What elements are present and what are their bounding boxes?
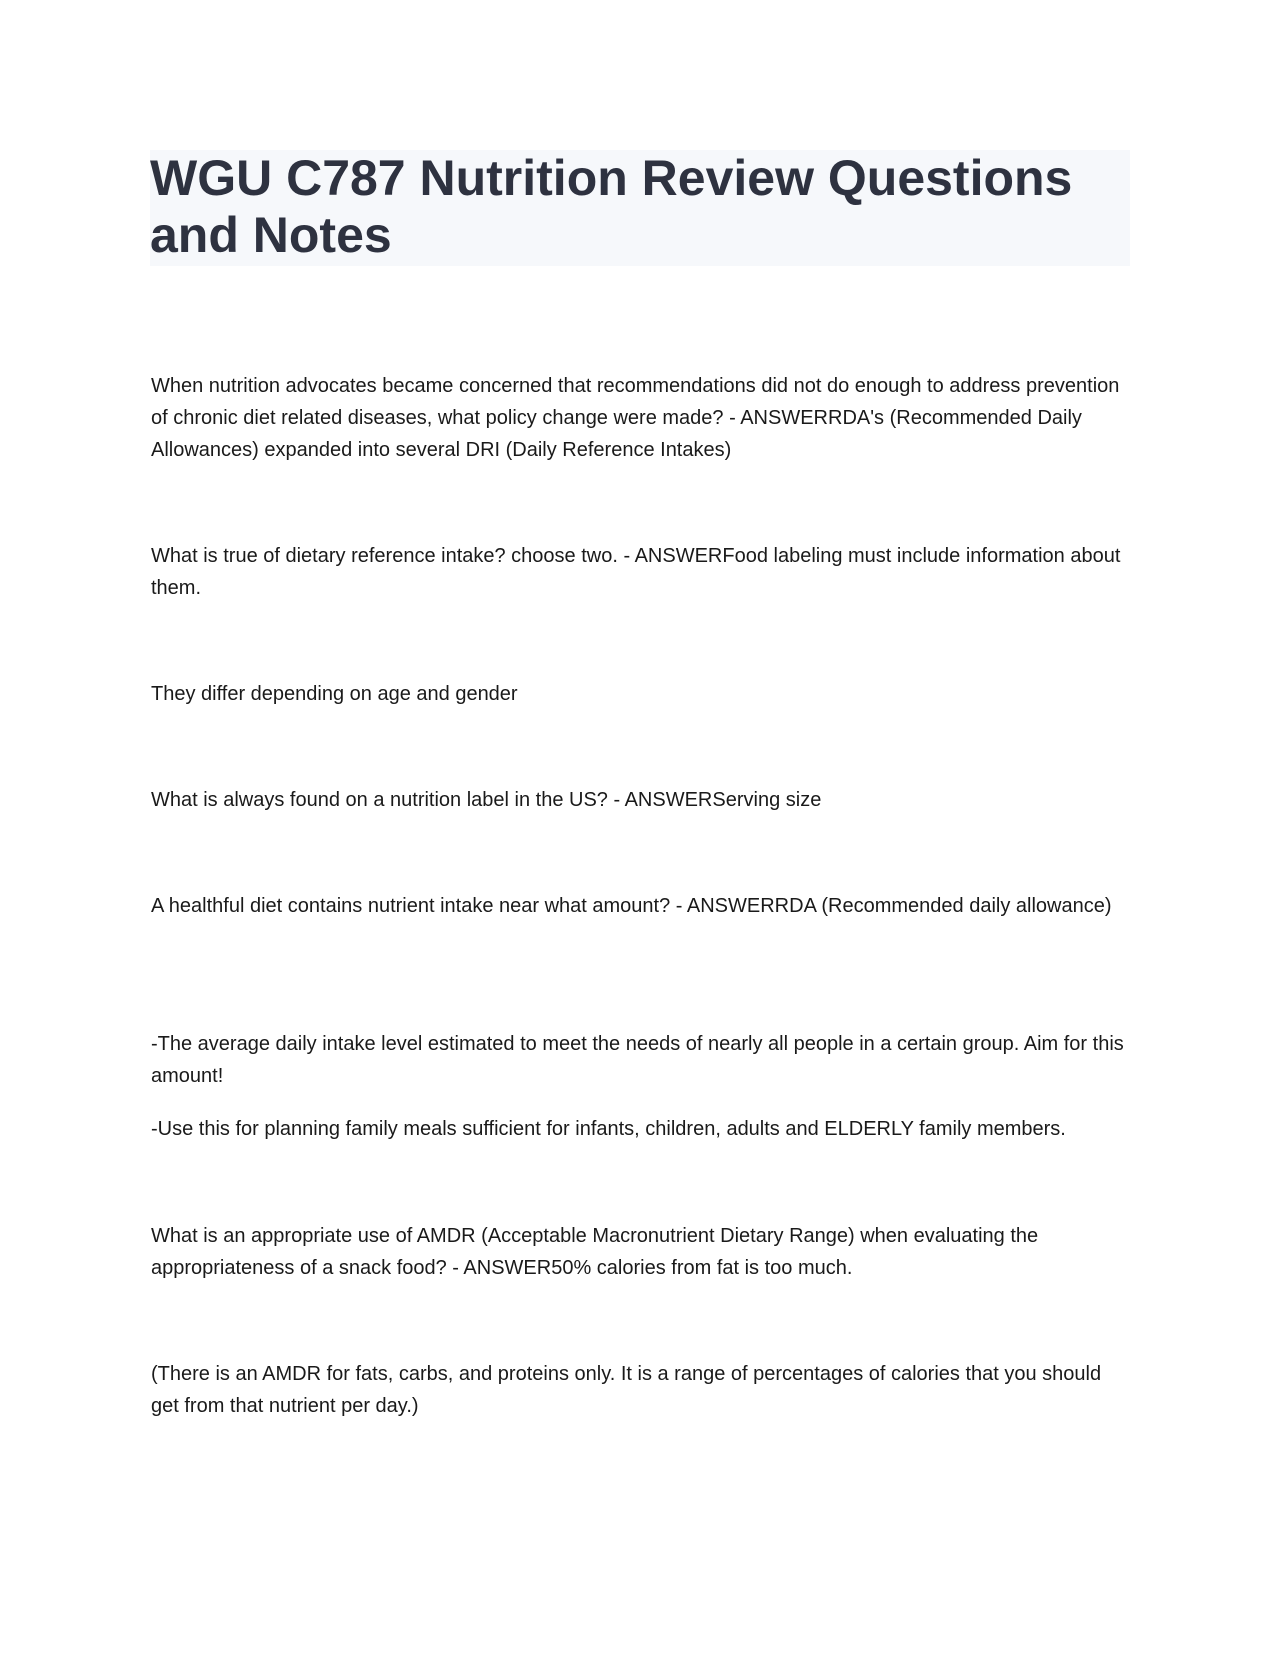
paragraph-note-amdr: (There is an AMDR for fats, carbs, and proteins only. It is a range of percentages of calories that you should get from that nutrient per day.) <box>151 1363 1102 1417</box>
document-title: WGU C787 Nutrition Review Questions and Notes <box>150 150 1073 263</box>
paragraph-q2: What is true of dietary reference intake? choose two. - ANSWERFood labeling must include information about them. <box>151 545 1121 599</box>
paragraph-q1: When nutrition advocates became concerned that recommendations did not do enough to address prevention of chronic diet related diseases, what policy change were made? - ANSWERRDA's (Recommended Daily Allowances) expanded into several DRI (Daily Reference Intakes) <box>151 375 1120 461</box>
paragraph-q3: What is always found on a nutrition label in the US? - ANSWERServing size <box>151 789 822 811</box>
paragraph-note-age-gender: They differ depending on age and gender <box>151 683 518 705</box>
paragraph-note-rda-use: -Use this for planning family meals sufficient for infants, children, adults and ELDERLY family members. <box>151 1118 1066 1140</box>
paragraph-note-rda-definition: -The average daily intake level estimated to meet the needs of nearly all people in a certain group. Aim for this amount! <box>151 1033 1124 1087</box>
paragraph-q4: A healthful diet contains nutrient intake near what amount? - ANSWERRDA (Recommended daily allowance) <box>151 895 1112 917</box>
title-block <box>150 150 1130 266</box>
paragraph-q5: What is an appropriate use of AMDR (Acceptable Macronutrient Dietary Range) when evaluating the appropriateness of a snack food? - ANSWER50% calories from fat is too much. <box>151 1225 1039 1279</box>
